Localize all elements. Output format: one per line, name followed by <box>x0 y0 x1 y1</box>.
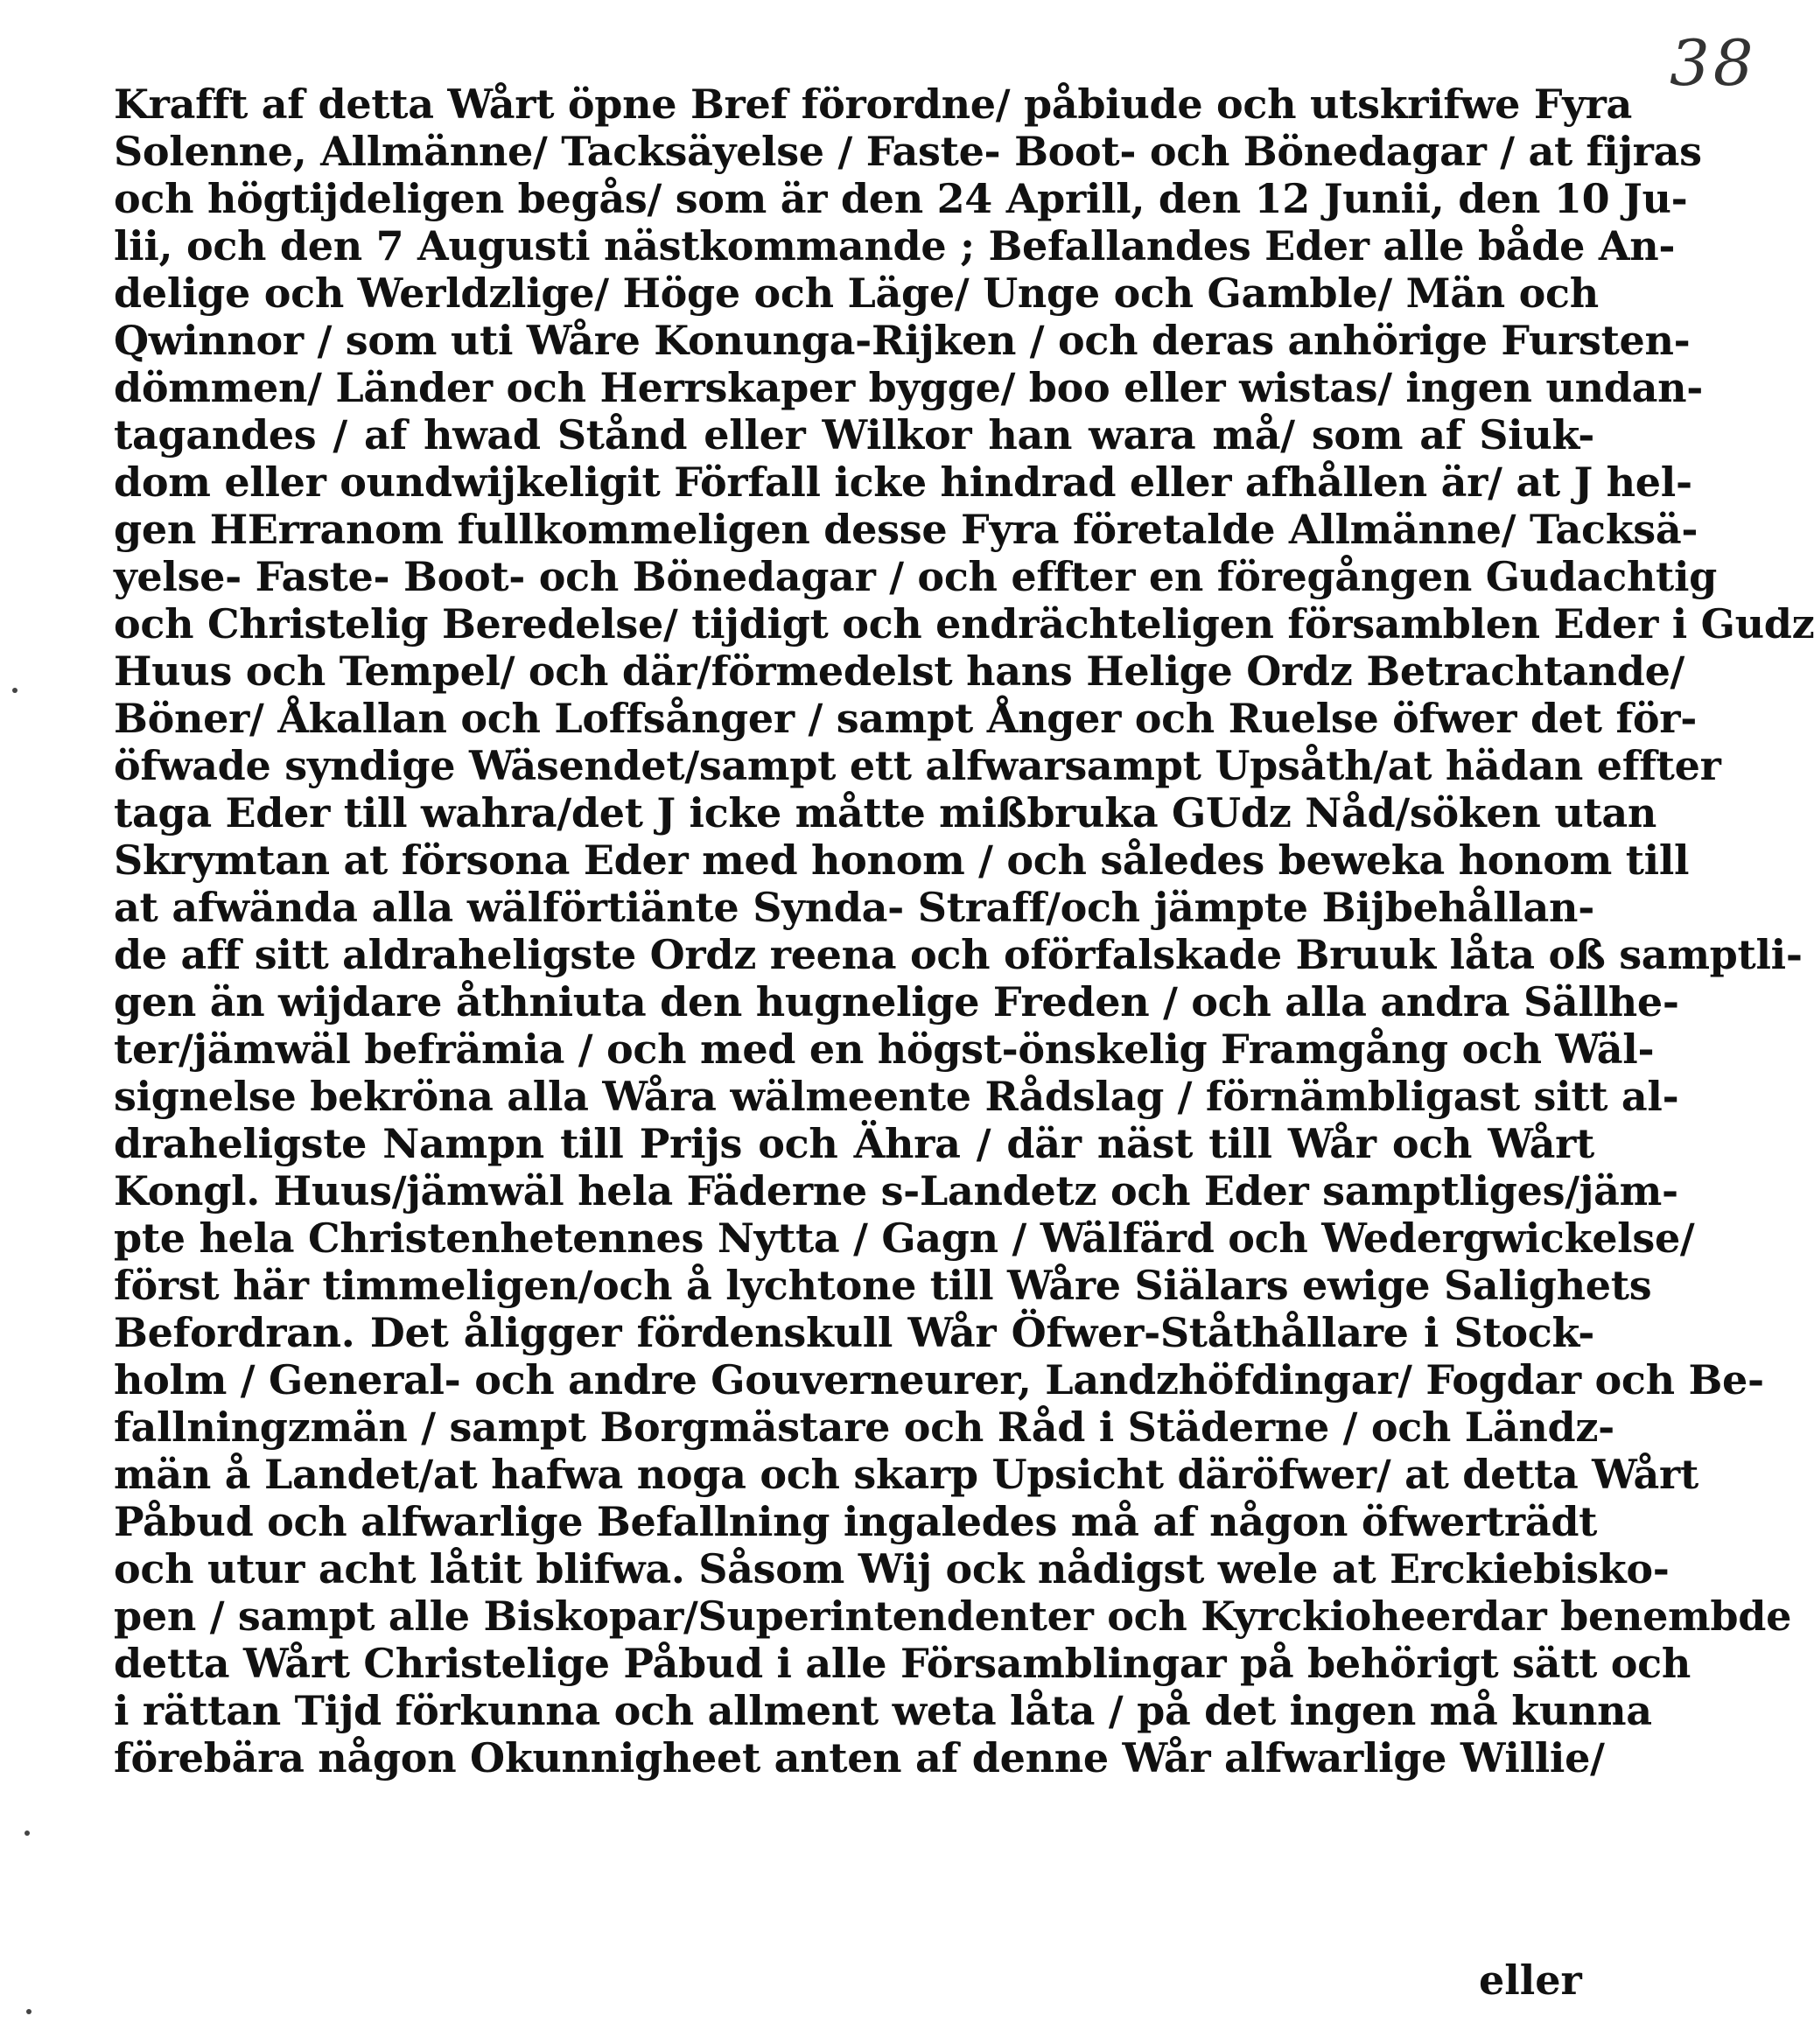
text-line: yelse- Faste- Boot- och Bönedagar / och effter en föregången Gudachtig <box>114 553 1718 600</box>
text-line: män å Landet/at hafwa noga och skarp Upsicht däröfwer/ at detta Wårt <box>114 1451 1698 1498</box>
text-line: förebära någon Okunnigheet anten af denne Wår alfwarlige Willie/ <box>114 1734 1605 1782</box>
text-line: tagandes / af hwad Stånd eller Wilkor han wara må/ som af Siuk- <box>114 411 1594 458</box>
catchword: eller <box>1479 1956 1582 2004</box>
text-line: de aff sitt aldraheligste Ordz reena och oförfalskade Bruuk låta oß samptli- <box>114 931 1803 978</box>
text-line: pen / sampt alle Biskopar/Superintendenter och Kyrckioheerdar benembde <box>114 1592 1792 1640</box>
text-line: Böner/ Åkallan och Loffsånger / sampt Ånger och Ruelse öfwer det för- <box>114 695 1698 742</box>
ink-speck <box>26 2009 32 2014</box>
text-line: Huus och Tempel/ och där/förmedelst hans Helige Ordz Betrachtande/ <box>114 648 1685 695</box>
text-line: Qwinnor / som uti Wåre Konunga-Rijken / och deras anhörige Fursten- <box>114 317 1691 364</box>
text-line: i rättan Tijd förkunna och allment weta låta / på det ingen må kunna <box>114 1687 1652 1734</box>
text-line: taga Eder till wahra/det J icke måtte mißbruka GUdz Nåd/söken utan <box>114 789 1656 836</box>
text-line: Skrymtan at försona Eder med honom / och således beweka honom till <box>114 836 1690 884</box>
text-line: och utur acht låtit blifwa. Såsom Wij ock nådigst wele at Erckiebisko- <box>114 1545 1670 1592</box>
text-line: holm / General- och andre Gouverneurer, Landzhöfdingar/ Fogdar och Be- <box>114 1356 1764 1404</box>
text-line: och Christelig Beredelse/ tijdigt och endrächteligen församblen Eder i Gudz <box>114 600 1814 648</box>
ink-speck <box>12 688 18 693</box>
text-line: först här timmeligen/och å lychtone till Wåre Siälars ewige Salighets <box>114 1262 1652 1309</box>
ink-speck <box>25 1830 30 1836</box>
text-line: pte hela Christenhetennes Nytta / Gagn / Wälfärd och Wedergwickelse/ <box>114 1214 1695 1262</box>
body-text <box>114 80 1814 1782</box>
text-line: dom eller oundwijkeligit Förfall icke hindrad eller afhållen är/ at J hel- <box>114 458 1692 506</box>
text-line: Påbud och alfwarlige Befallning ingaledes må af någon öfwerträdt <box>114 1498 1598 1545</box>
text-line: Befordran. Det åligger fördenskull Wår Öfwer-Ståthållare i Stock- <box>114 1309 1594 1356</box>
text-line: Krafft af detta Wårt öpne Bref förordne/ påbiude och utskrifwe Fyra <box>114 80 1633 128</box>
text-line: ter/jämwäl befrämia / och med en högst-önskelig Framgång och Wäl- <box>114 1026 1655 1073</box>
text-line: lii, och den 7 Augusti nästkommande ; Befallandes Eder alle både An- <box>114 222 1676 270</box>
text-line: fallningzmän / sampt Borgmästare och Råd i Städerne / och Ländz- <box>114 1404 1614 1451</box>
page-number: 38 <box>1670 26 1757 100</box>
text-line: Kongl. Huus/jämwäl hela Fäderne s-Landetz och Eder samptliges/jäm- <box>114 1167 1678 1214</box>
text-line: signelse bekröna alla Wåra wälmeente Rådslag / förnämbligast sitt al- <box>114 1073 1679 1120</box>
text-line: Solenne, Allmänne/ Tacksäyelse / Faste- Boot- och Bönedagar / at fijras <box>114 128 1702 175</box>
text-line: delige och Werldzlige/ Höge och Läge/ Unge och Gamble/ Män och <box>114 270 1599 317</box>
text-line: draheligste Nampn till Prijs och Ähra / där näst till Wår och Wårt <box>114 1120 1594 1167</box>
text-line: öfwade syndige Wäsendet/sampt ett alfwarsampt Upsåth/at hädan effter <box>114 742 1721 789</box>
text-line: detta Wårt Christelige Påbud i alle Församblingar på behörigt sätt och <box>114 1640 1691 1687</box>
text-line: gen än wijdare åthniuta den hugnelige Freden / och alla andra Sällhe- <box>114 978 1679 1026</box>
text-line: dömmen/ Länder och Herrskaper bygge/ boo eller wistas/ ingen undan- <box>114 364 1704 411</box>
text-line: at afwända alla wälförtiänte Synda- Straff/och jämpte Bijbehållan- <box>114 884 1594 931</box>
text-line: gen HErranom fullkommeligen desse Fyra företalde Allmänne/ Tacksä- <box>114 506 1698 553</box>
text-line: och högtijdeligen begås/ som är den 24 Aprill, den 12 Junii, den 10 Ju- <box>114 175 1688 222</box>
